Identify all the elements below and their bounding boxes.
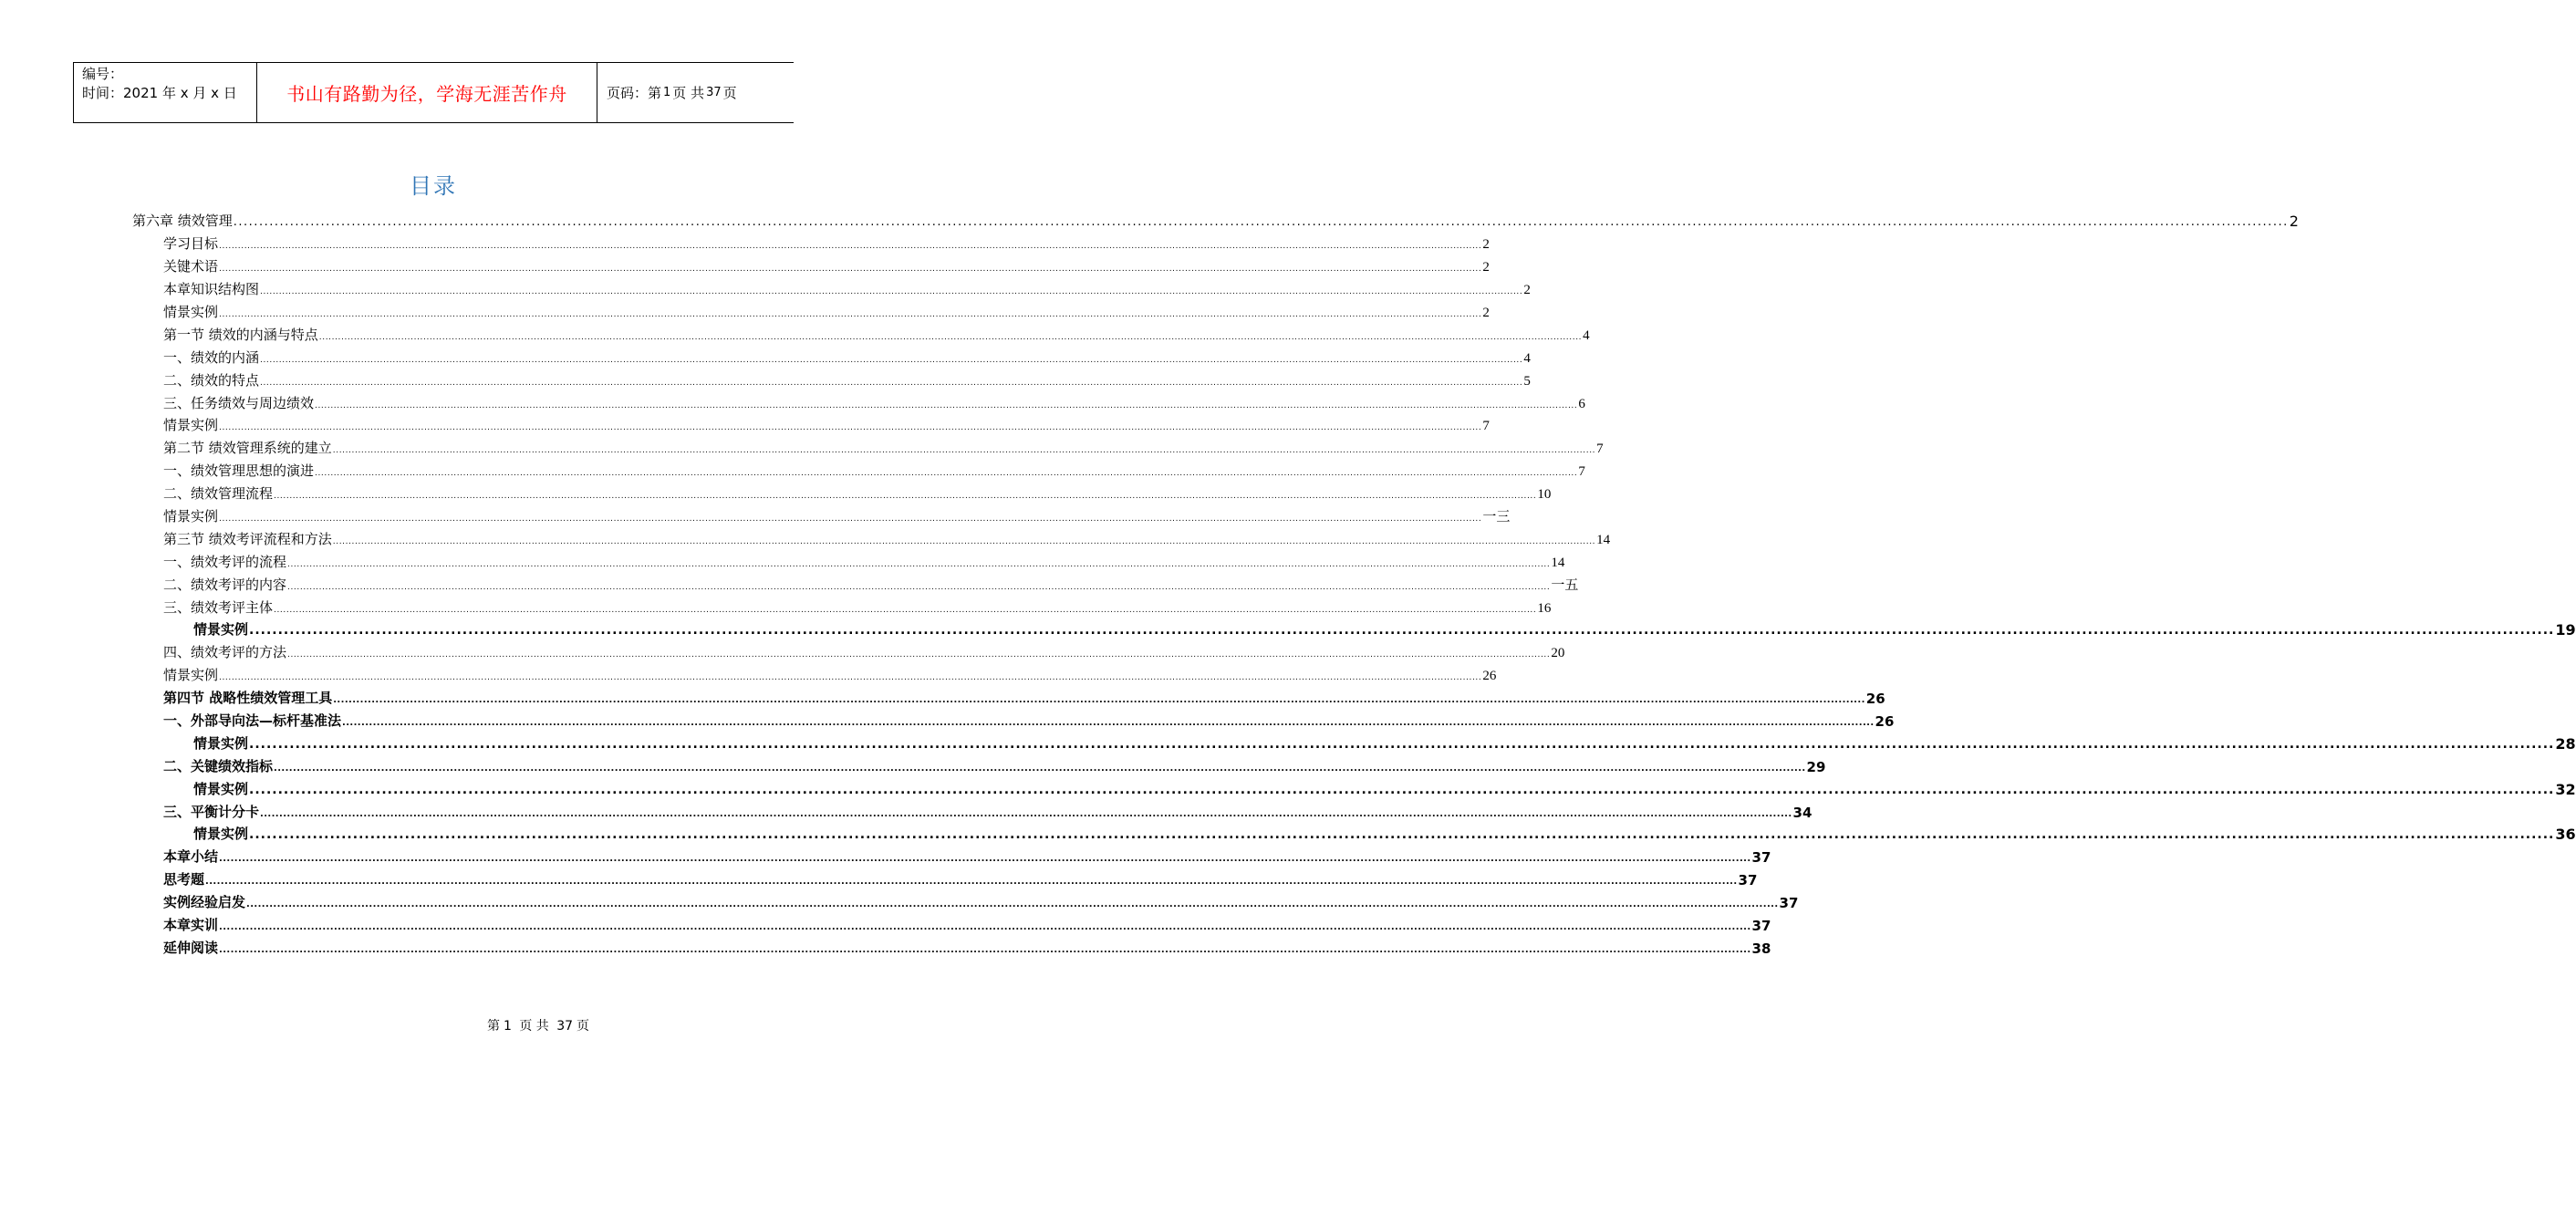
toc-entry-page: 7 — [1596, 442, 1604, 456]
toc-entry-label: 一、绩效管理思想的演进 — [163, 462, 315, 479]
toc-leader-dots: ................................................................................................................................................................................................................................................................................................................................................................................................................ — [333, 695, 1865, 705]
toc-entry[interactable] — [163, 505, 1511, 525]
toc-entry-label: 本章实训 — [163, 917, 219, 933]
footer-total: 37 — [556, 1019, 574, 1034]
toc-leader-dots: ................................................................................................................................................................................................................................................................................................................................................................................................................ — [260, 379, 1523, 388]
toc-entry[interactable] — [193, 618, 2576, 639]
toc-entry-label: 情景实例 — [163, 667, 219, 683]
toc-entry-page: 7 — [1578, 464, 1585, 479]
header-info-cell — [74, 63, 257, 122]
toc-leader-dots: ................................................................................................................................................................................................................................................................................................................................................................................................................ — [249, 827, 2555, 842]
toc-entry-label: 关键术语 — [163, 258, 219, 275]
toc-leader-dots: ................................................................................................................................................................................................................................................................................................................................................................................................................ — [219, 854, 1751, 864]
page-footer — [0, 1016, 867, 1034]
toc-leader-dots: ................................................................................................................................................................................................................................................................................................................................................................................................................ — [274, 606, 1537, 615]
page-prefix: 页码：第 — [607, 85, 662, 101]
toc-entry[interactable] — [163, 551, 1565, 571]
page-info-cell — [597, 63, 794, 122]
toc-entry[interactable] — [163, 255, 1490, 275]
toc-entry-page: 28 — [2555, 735, 2576, 753]
toc-entry[interactable] — [163, 846, 1771, 866]
toc-entry-page: 4 — [1583, 328, 1590, 343]
toc-leader-dots: ................................................................................................................................................................................................................................................................................................................................................................................................................ — [287, 650, 1551, 660]
toc-leader-dots: ................................................................................................................................................................................................................................................................................................................................................................................................................ — [249, 737, 2555, 752]
toc-entry[interactable] — [163, 369, 1531, 390]
toc-entry-page: 37 — [1751, 849, 1771, 866]
toc-entry-page: 2 — [1523, 283, 1531, 297]
toc-entry-label: 一、绩效考评的流程 — [163, 554, 287, 570]
toc-entry[interactable] — [163, 710, 1895, 730]
toc-entry[interactable] — [163, 664, 1497, 684]
toc-entry-page: 一五 — [1551, 578, 1579, 593]
toc-entry-label: 第三节 绩效考评流程和方法 — [163, 531, 332, 547]
toc-leader-dots: ................................................................................................................................................................................................................................................................................................................................................................................................................ — [219, 922, 1751, 932]
toc-entry[interactable] — [193, 823, 2576, 843]
toc-entry[interactable] — [163, 641, 1565, 661]
toc-entry-page: 34 — [1792, 805, 1813, 821]
toc-entry-label: 情景实例 — [193, 735, 249, 752]
page-total: 37 — [706, 86, 722, 99]
footer-current: 1 — [503, 1019, 512, 1034]
toc-leader-dots: ................................................................................................................................................................................................................................................................................................................................................................................................................ — [332, 537, 1596, 546]
toc-title: 目录 — [410, 173, 457, 199]
toc-entry-label: 第四节 战略性绩效管理工具 — [163, 690, 333, 706]
toc-entry-label: 情景实例 — [193, 621, 249, 638]
toc-entry[interactable] — [163, 801, 1813, 821]
page-mid: 页 共 — [672, 85, 705, 101]
toc-entry-page: 7 — [1482, 419, 1490, 433]
toc-leader-dots: ................................................................................................................................................................................................................................................................................................................................................................................................................ — [260, 356, 1523, 365]
toc-entry[interactable] — [163, 347, 1531, 367]
toc-leader-dots: ................................................................................................................................................................................................................................................................................................................................................................................................................ — [287, 560, 1551, 569]
toc-leader-dots: ................................................................................................................................................................................................................................................................................................................................................................................................................ — [318, 333, 1583, 342]
toc-leader-dots: ................................................................................................................................................................................................................................................................................................................................................................................................................ — [219, 242, 1482, 251]
motto: 书山有路勤为径，学海无涯苦作舟 — [286, 83, 567, 105]
date-label: 时间：2021 年 x 月 x 日 — [82, 85, 237, 101]
toc-entry-page: 一三 — [1482, 510, 1511, 525]
toc-entry[interactable] — [163, 414, 1490, 434]
toc-entry-label: 三、任务绩效与周边绩效 — [163, 395, 315, 411]
toc-entry-label: 一、外部导向法—标杆基准法 — [163, 712, 342, 729]
toc-entry[interactable] — [163, 914, 1771, 934]
toc-entry-page: 29 — [1806, 759, 1826, 775]
toc-leader-dots: ................................................................................................................................................................................................................................................................................................................................................................................................................ — [219, 673, 1482, 682]
toc-leader-dots: ................................................................................................................................................................................................................................................................................................................................................................................................................ — [260, 287, 1523, 296]
toc-entry-label: 第二节 绩效管理系统的建立 — [163, 440, 332, 456]
toc-leader-dots: ................................................................................................................................................................................................................................................................................................................................................................................................................ — [332, 446, 1596, 455]
toc-entry-page: 20 — [1551, 646, 1565, 660]
toc-entry-page: 26 — [1865, 691, 1885, 707]
toc-entry-page: 2 — [2289, 213, 2299, 230]
toc-leader-dots: ................................................................................................................................................................................................................................................................................................................................................................................................................ — [287, 583, 1551, 592]
page-current: 1 — [663, 86, 671, 99]
toc-entry-page: 5 — [1523, 374, 1531, 389]
toc-leader-dots: ................................................................................................................................................................................................................................................................................................................................................................................................................ — [274, 764, 1806, 774]
toc-entry-label: 二、绩效管理流程 — [163, 485, 274, 502]
toc-leader-dots: ................................................................................................................................................................................................................................................................................................................................................................................................................ — [219, 514, 1482, 524]
toc-entry-page: 4 — [1523, 351, 1531, 366]
toc-entry[interactable] — [132, 210, 2299, 230]
toc-leader-dots: ................................................................................................................................................................................................................................................................................................................................................................................................................ — [219, 423, 1482, 432]
toc-entry-label: 情景实例 — [163, 304, 219, 320]
toc-entry-page: 10 — [1537, 487, 1552, 502]
toc-entry-label: 第六章 绩效管理 — [132, 213, 233, 229]
toc-entry-label: 实例经验启发 — [163, 894, 246, 910]
toc-entry-page: 37 — [1738, 872, 1758, 888]
toc-entry-page: 38 — [1751, 940, 1771, 957]
toc-entry-label: 三、绩效考评主体 — [163, 599, 274, 616]
toc-entry-page: 32 — [2555, 781, 2576, 798]
toc-entry-label: 四、绩效考评的方法 — [163, 644, 287, 660]
toc-entry-page: 26 — [1875, 713, 1895, 730]
footer-prefix: 第 — [486, 1019, 500, 1034]
toc-entry[interactable] — [163, 392, 1585, 412]
toc-entry-label: 情景实例 — [193, 826, 249, 842]
toc-entry[interactable] — [163, 937, 1771, 957]
toc-entry[interactable] — [163, 597, 1552, 617]
toc-leader-dots: ................................................................................................................................................................................................................................................................................................................................................................................................................ — [342, 718, 1875, 728]
toc-leader-dots: ................................................................................................................................................................................................................................................................................................................................................................................................................ — [205, 877, 1738, 887]
toc-entry[interactable] — [193, 732, 2576, 753]
toc-entry-page: 36 — [2555, 826, 2576, 843]
toc-entry[interactable] — [163, 278, 1531, 298]
toc-entry-page: 26 — [1482, 669, 1497, 683]
toc-entry[interactable] — [163, 574, 1579, 594]
toc-entry[interactable] — [163, 528, 1611, 548]
toc-entry-page: 37 — [1751, 918, 1771, 934]
toc-entry-label: 三、平衡计分卡 — [163, 804, 260, 820]
toc-leader-dots: ................................................................................................................................................................................................................................................................................................................................................................................................................ — [219, 945, 1751, 955]
footer-mid: 页 共 — [519, 1019, 549, 1034]
toc-entry[interactable] — [163, 483, 1552, 503]
toc-entry-label: 二、绩效的特点 — [163, 372, 260, 389]
footer-suffix: 页 — [576, 1019, 590, 1034]
serial-label: 编号： — [82, 66, 124, 82]
toc-entry-label: 二、绩效考评的内容 — [163, 577, 287, 593]
toc-entry[interactable] — [193, 778, 2576, 798]
header-table — [73, 62, 794, 123]
toc-entry[interactable] — [163, 891, 1799, 911]
toc-entry-label: 思考题 — [163, 871, 205, 888]
toc-entry-label: 第一节 绩效的内涵与特点 — [163, 327, 318, 343]
toc-entry-page: 14 — [1596, 533, 1611, 547]
toc-entry-label: 二、关键绩效指标 — [163, 758, 274, 774]
toc-entry-label: 本章知识结构图 — [163, 281, 260, 297]
toc-entry-label: 本章小结 — [163, 848, 219, 865]
toc-entry-page: 14 — [1551, 556, 1565, 570]
toc-leader-dots: ................................................................................................................................................................................................................................................................................................................................................................................................................ — [315, 401, 1578, 410]
toc-leader-dots: ................................................................................................................................................................................................................................................................................................................................................................................................................ — [249, 623, 2555, 638]
toc-entry-page: 19 — [2555, 621, 2576, 639]
toc-entry-label: 情景实例 — [193, 781, 249, 797]
toc-entry-label: 情景实例 — [163, 508, 219, 525]
toc-entry[interactable] — [163, 460, 1585, 480]
toc-entry-page: 16 — [1537, 601, 1552, 616]
toc-entry[interactable] — [163, 233, 1490, 253]
toc-leader-dots: ................................................................................................................................................................................................................................................................................................................................................................................................................ — [219, 265, 1482, 274]
toc-leader-dots: ................................................................................................................................................................................................................................................................................................................................................................................................................ — [260, 809, 1792, 819]
toc-leader-dots: ................................................................................................................................................................................................................................................................................................................................................................................................................ — [219, 310, 1482, 319]
toc-entry[interactable] — [163, 437, 1604, 457]
toc-entry-label: 延伸阅读 — [163, 940, 219, 956]
toc-entry[interactable] — [163, 687, 1885, 707]
toc-entry-page: 2 — [1482, 237, 1490, 252]
toc-entry-page: 37 — [1779, 895, 1799, 911]
motto-cell — [257, 63, 597, 122]
toc-leader-dots: ................................................................................................................................................................................................................................................................................................................................................................................................................ — [315, 469, 1578, 478]
toc-entry-page: 2 — [1482, 260, 1490, 275]
toc-entry-label: 情景实例 — [163, 417, 219, 433]
toc-entry-label: 学习目标 — [163, 235, 219, 252]
toc-entry-label: 一、绩效的内涵 — [163, 349, 260, 366]
toc-entry[interactable] — [163, 868, 1758, 888]
toc-leader-dots: ................................................................................................................................................................................................................................................................................................................................................................................................................ — [246, 899, 1779, 909]
toc-entry[interactable] — [163, 755, 1826, 775]
toc-entry[interactable] — [163, 301, 1490, 321]
toc-entry-page: 6 — [1578, 397, 1585, 411]
toc-entry[interactable] — [163, 324, 1590, 344]
page-suffix: 页 — [722, 85, 737, 101]
toc-leader-dots: ................................................................................................................................................................................................................................................................................................................................................................................................................ — [274, 492, 1537, 501]
toc-leader-dots: ................................................................................................................................................................................................................................................................................................................................................................................................................ — [233, 215, 2289, 229]
toc-entry-page: 2 — [1482, 306, 1490, 320]
toc-leader-dots: ................................................................................................................................................................................................................................................................................................................................................................................................................ — [249, 783, 2555, 797]
